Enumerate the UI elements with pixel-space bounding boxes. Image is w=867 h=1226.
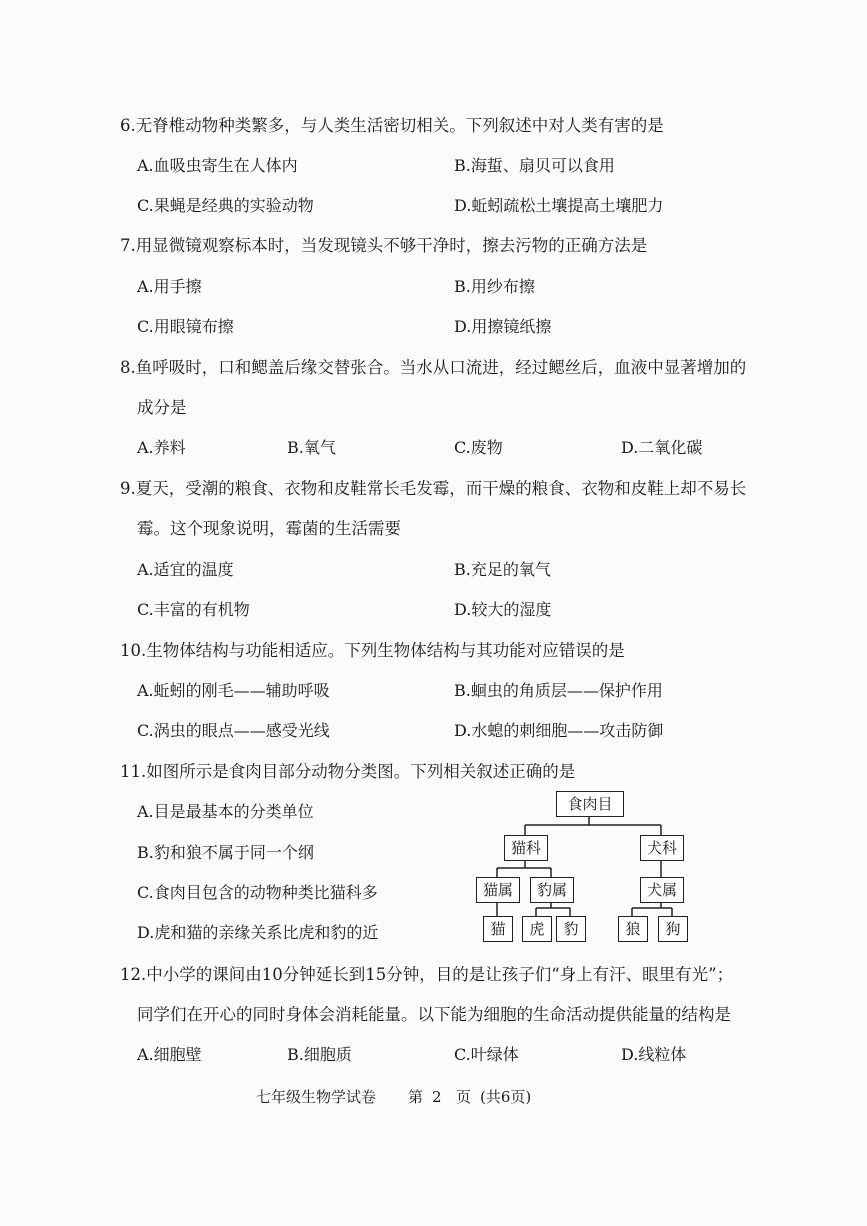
q8-option-c: C.废物: [454, 438, 503, 457]
q9-option-a: A.适宜的温度: [137, 560, 234, 579]
q9-stem-line-2: 霉。这个现象说明，霉菌的生活需要: [137, 519, 401, 538]
q9-stem-line-1: 9.夏天，受潮的粮食、衣物和皮鞋常长毛发霉，而干燥的粮食、衣物和皮鞋上却不易长: [120, 479, 747, 498]
node-species-dog: 狗: [658, 916, 688, 942]
q7-option-a: A.用手擦: [137, 277, 202, 296]
q12-option-a: A.细胞壁: [137, 1045, 202, 1064]
q12-stem-line-1: 12.中小学的课间由10分钟延长到15分钟，目的是让孩子们“身上有汗、眼里有光”；: [120, 965, 734, 984]
q6-option-d: D.蚯蚓疏松土壤提高土壤肥力: [454, 196, 664, 215]
q7-stem: 7.用显微镜观察标本时，当发现镜头不够干净时，擦去污物的正确方法是: [120, 236, 648, 255]
q10-stem: 10.生物体结构与功能相适应。下列生物体结构与其功能对应错误的是: [120, 641, 625, 660]
q12-option-d: D.线粒体: [621, 1045, 687, 1064]
node-family-canidae: 犬科: [640, 835, 684, 861]
q11-option-a: A.目是最基本的分类单位: [137, 802, 314, 821]
q11-option-c: C.食肉目包含的动物种类比猫科多: [137, 883, 378, 902]
q9-option-b: B.充足的氧气: [454, 560, 551, 579]
q10-option-c: C.涡虫的眼点——感受光线: [137, 721, 330, 740]
q8-option-a: A.养料: [137, 438, 186, 457]
q6-option-c: C.果蝇是经典的实验动物: [137, 196, 314, 215]
q8-stem-line-1: 8.鱼呼吸时，口和鳃盖后缘交替张合。当水从口流进，经过鳃丝后，血液中显著增加的: [120, 358, 747, 377]
footer-subject: 七年级生物学试卷: [256, 1088, 377, 1106]
node-genus-canis: 犬属: [640, 877, 684, 903]
node-order-carnivora: 食肉目: [556, 791, 624, 817]
q6-option-a: A.血吸虫寄生在人体内: [137, 156, 298, 175]
footer-page-suffix: 页: [456, 1088, 472, 1106]
q7-option-c: C.用眼镜布擦: [137, 317, 234, 336]
q12-option-b: B.细胞质: [287, 1045, 352, 1064]
q10-option-b: B.蛔虫的角质层——保护作用: [454, 681, 663, 700]
q10-option-a: A.蚯蚓的刚毛——辅助呼吸: [137, 681, 330, 700]
footer-page-number: 2: [432, 1088, 442, 1106]
node-species-tiger: 虎: [522, 916, 552, 942]
q9-option-d: D.较大的湿度: [454, 600, 552, 619]
node-family-felidae: 猫科: [504, 835, 548, 861]
node-genus-felis: 猫属: [476, 877, 520, 903]
q9-option-c: C.丰富的有机物: [137, 600, 250, 619]
q11-option-b: B.豹和狼不属于同一个纲: [137, 843, 314, 862]
q8-stem-line-2: 成分是: [137, 398, 187, 417]
node-species-cat: 猫: [483, 916, 513, 942]
q7-option-d: D.用擦镜纸擦: [454, 317, 552, 336]
q6-stem: 6.无脊椎动物种类繁多，与人类生活密切相关。下列叙述中对人类有害的是: [120, 116, 664, 135]
q8-option-d: D.二氧化碳: [621, 438, 703, 457]
q8-option-b: B.氧气: [287, 438, 336, 457]
q6-option-b: B.海蜇、扇贝可以食用: [454, 156, 615, 175]
q7-option-b: B.用纱布擦: [454, 277, 535, 296]
node-species-wolf: 狼: [618, 916, 648, 942]
footer-total-pages: (共6页): [480, 1088, 532, 1106]
node-species-leopard: 豹: [556, 916, 586, 942]
q12-stem-line-2: 同学们在开心的同时身体会消耗能量。以下能为细胞的生命活动提供能量的结构是: [137, 1005, 731, 1024]
footer-page-prefix: 第: [408, 1088, 424, 1106]
q11-stem: 11.如图所示是食肉目部分动物分类图。下列相关叙述正确的是: [120, 762, 576, 781]
q12-option-c: C.叶绿体: [454, 1045, 519, 1064]
node-genus-panthera: 豹属: [530, 877, 574, 903]
carnivora-classification-diagram: [470, 786, 700, 946]
q10-option-d: D.水螅的刺细胞——攻击防御: [454, 721, 664, 740]
q11-option-d: D.虎和猫的亲缘关系比虎和豹的近: [137, 923, 379, 942]
